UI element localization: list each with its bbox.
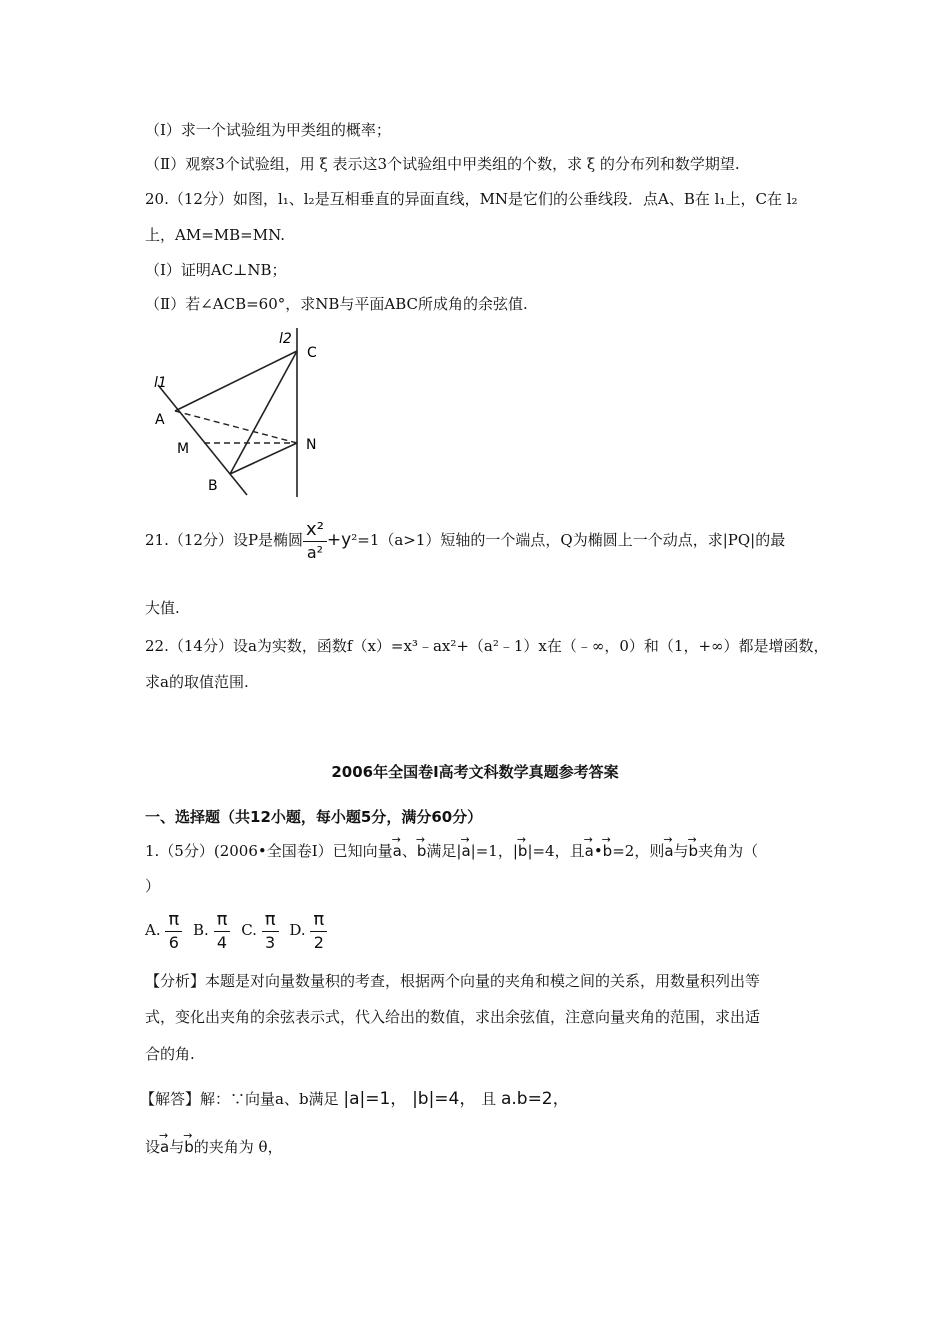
q20-part2: （Ⅱ）若∠ACB=60°，求NB与平面ABC所成角的余弦值. (145, 295, 528, 313)
analysis-line1: 【分析】本题是对向量数量积的考查，根据两个向量的夹角和模之间的关系，用数量积列出等 (145, 972, 761, 990)
q19-part2: （Ⅱ）观察3个试验组，用 ξ 表示这3个试验组中甲类组的个数，求 ξ 的分布列和数学期望. (145, 155, 740, 173)
option-c-fraction: $\frac{\pi}{3}$ (262, 909, 279, 954)
q22-line1: 22.（14分）设a为实数，函数f（x）=x³﹣ax²+（a²﹣1）x在（﹣∞，0）和（1，+∞）都是增函数， (145, 637, 829, 655)
q20-line2: 上，AM=MB=MN. (145, 226, 286, 244)
solution-line1: 【解答】解：∵向量a、b满足 |a|=1， |b|=4， 且 a.b=2， (140, 1089, 570, 1109)
label-C: C (307, 345, 317, 361)
ellipse-fraction: $\frac{\text{x²}}{\text{a²}}$ (303, 519, 327, 564)
vector-b: → b (518, 841, 528, 861)
section1-heading: 一、选择题（共12小题，每小题5分，满分60分） (145, 808, 483, 826)
segment-AC (175, 351, 297, 411)
analysis-line2: 式，变化出夹角的余弦表示式，代入给出的数值，求出余弦值，注意向量夹角的范围，求出适 (145, 1008, 761, 1026)
option-b-label: B. (193, 921, 209, 939)
vector-a: → a (393, 841, 402, 861)
option-a-fraction: $\frac{\pi}{6}$ (165, 909, 182, 954)
vector-b: → b (184, 1137, 194, 1157)
label-l1: l1 (154, 375, 167, 391)
q22-line2: 求a的取值范围. (145, 673, 249, 691)
label-N: N (306, 437, 317, 453)
solution-tag: 【解答】 (140, 1090, 201, 1108)
analysis-line3: 合的角. (145, 1045, 195, 1063)
option-d-label: D. (289, 921, 306, 939)
q21-line2: 大值. (145, 599, 180, 617)
q20-part1: （Ⅰ）证明AC⊥NB； (145, 261, 287, 279)
geometry-figure (140, 325, 340, 500)
label-A: A (155, 412, 165, 428)
solution-line2: 设→ a与→ b的夹角为 θ， (145, 1137, 283, 1157)
answers-title: 2006年全国卷Ⅰ高考文科数学真题参考答案 (331, 763, 619, 781)
vector-b: → b (603, 841, 613, 861)
q20-line1: 20.（12分）如图，l₁、l₂是互相垂直的异面直线，MN是它们的公垂线段．点A、B在 l₁上，C在 l₂ (145, 190, 798, 208)
option-d-fraction: $\frac{\pi}{2}$ (310, 909, 327, 954)
segment-BN (230, 443, 297, 474)
answer-q1-options (145, 906, 327, 954)
option-c-label: C. (241, 921, 257, 939)
label-M: M (177, 441, 190, 457)
line-l1 (158, 385, 247, 495)
answer-q1-line2: ） (145, 877, 161, 895)
answer-q1-line1: 1.（5分）(2006•全国卷Ⅰ）已知向量→ a、→ b满足|→ a|=1，|→ b|=4，且→ a•→ b=2，则→ a与→ b夹角为（ (145, 841, 758, 861)
option-b-fraction: $\frac{\pi}{4}$ (214, 909, 231, 954)
q21-line1: 21.（12分）设P是椭圆 $\frac{\text{x²}}{\text{a²}}$ +y²=1（a>1）短轴的一个端点，Q为椭圆上一个动点，求|PQ|的最 (145, 518, 786, 562)
vector-a: → a (461, 841, 470, 861)
segment-BC (230, 351, 297, 474)
vector-b: → b (417, 841, 427, 861)
label-B: B (208, 478, 218, 494)
option-a-label: A. (145, 921, 161, 939)
vector-a: → a (585, 841, 594, 861)
analysis-tag: 【分析】 (145, 972, 206, 990)
segment-AN (175, 411, 297, 443)
vector-b: → b (689, 841, 699, 861)
vector-a: → a (160, 1137, 169, 1157)
vector-a: → a (664, 841, 673, 861)
q19-part1: （Ⅰ）求一个试验组为甲类组的概率； (145, 121, 391, 139)
label-l2: l2 (279, 331, 292, 347)
